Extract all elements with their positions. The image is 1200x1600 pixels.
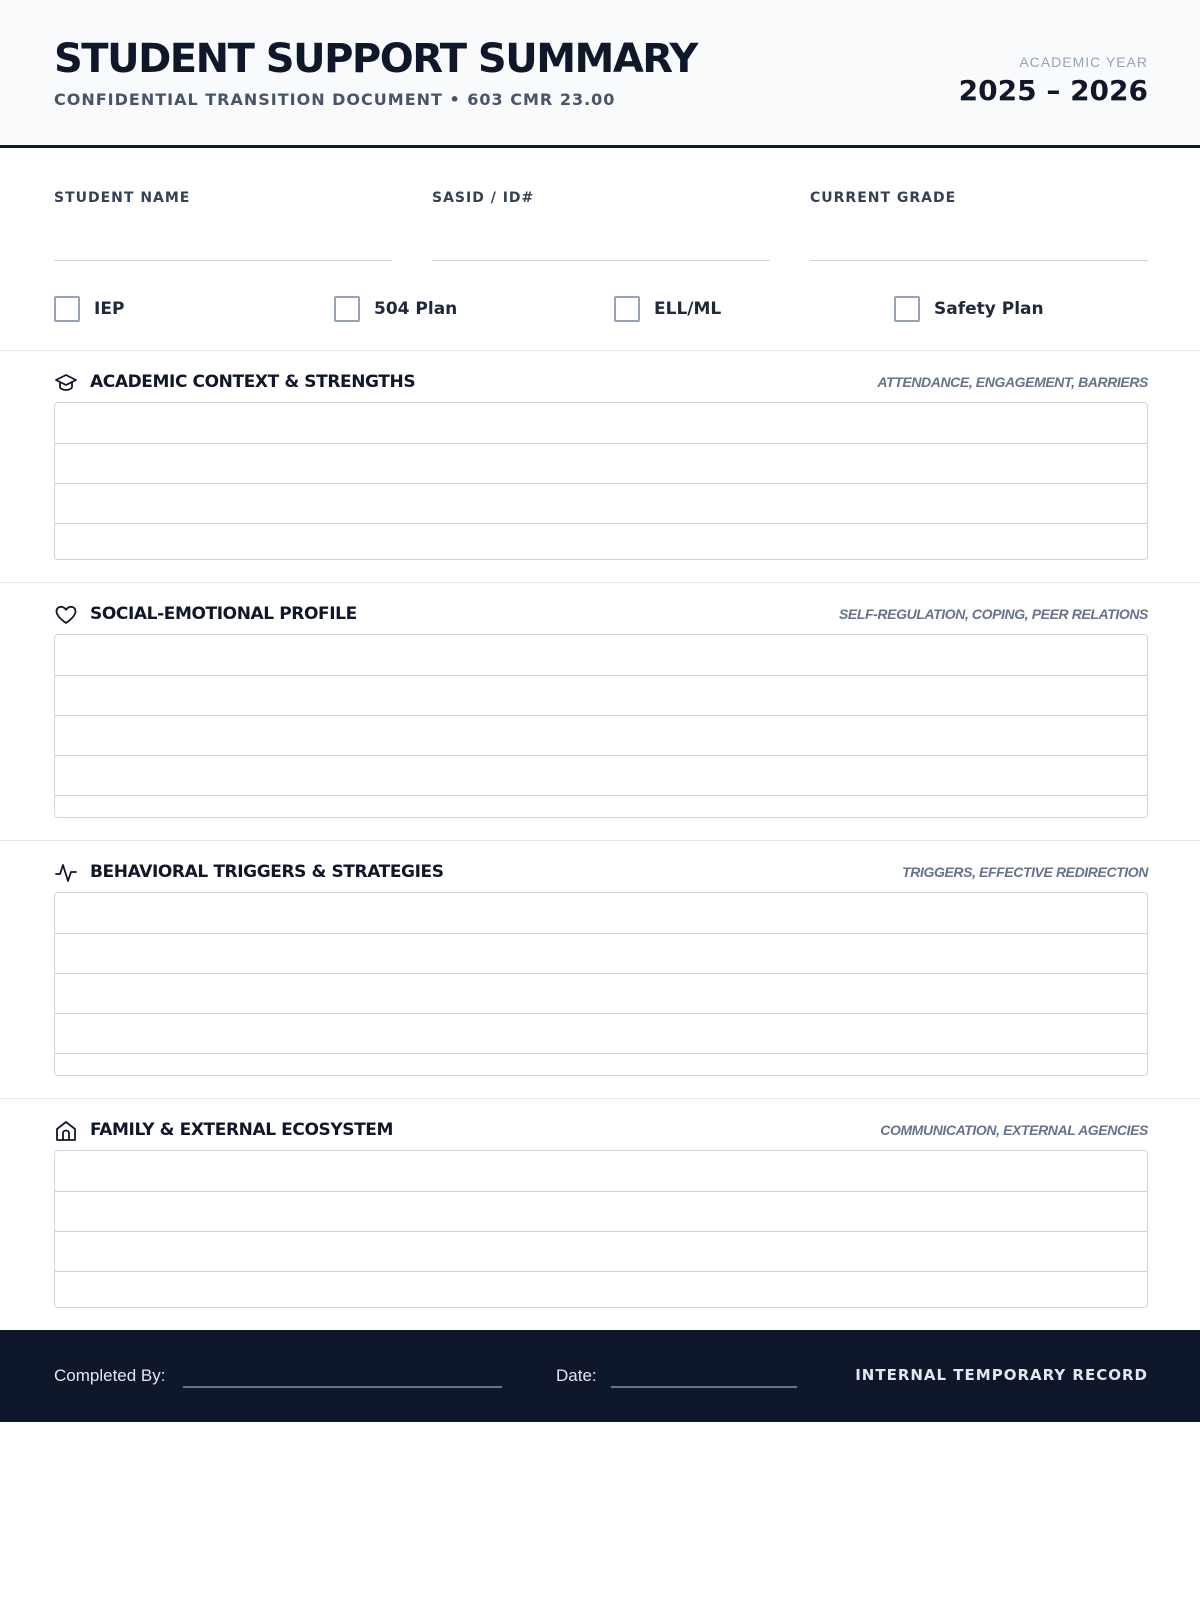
writing-line	[55, 933, 1147, 934]
behavioral-section-header	[54, 860, 1148, 886]
grade-field[interactable]	[810, 190, 1148, 206]
writing-line	[55, 1191, 1147, 1192]
social-section-hint: SELF-REGULATION, COPING, PEER RELATIONS	[838, 606, 1148, 622]
behavioral-section-hint: TRIGGERS, EFFECTIVE REDIRECTION	[902, 864, 1148, 880]
grade-label: CURRENT GRADE	[810, 190, 957, 206]
writing-line	[55, 1053, 1147, 1054]
student-name-label: STUDENT NAME	[54, 190, 191, 206]
iep-checkbox-row[interactable]	[54, 296, 124, 322]
document-header	[0, 0, 1200, 148]
home-icon	[54, 1119, 78, 1143]
social-notes-area[interactable]	[54, 634, 1148, 818]
writing-line	[55, 523, 1147, 524]
writing-line	[55, 1231, 1147, 1232]
iep-label: IEP	[94, 299, 125, 319]
writing-line	[55, 755, 1147, 756]
writing-line	[55, 715, 1147, 716]
activity-icon	[54, 861, 78, 885]
writing-line	[55, 795, 1147, 796]
safety-plan-checkbox[interactable]	[894, 296, 920, 322]
academic-year-label: ACADEMIC YEAR	[1019, 54, 1148, 70]
sasid-field[interactable]	[432, 190, 770, 206]
section-divider	[0, 840, 1200, 841]
section-divider	[0, 350, 1200, 351]
ell-label: ELL/ML	[654, 299, 722, 319]
family-section-title: FAMILY & EXTERNAL ECOSYSTEM	[90, 1120, 394, 1140]
student-name-field[interactable]	[54, 190, 392, 206]
section-divider	[0, 1098, 1200, 1099]
writing-line	[55, 443, 1147, 444]
academic-section-title: ACADEMIC CONTEXT & STRENGTHS	[90, 372, 416, 392]
page-subtitle: CONFIDENTIAL TRANSITION DOCUMENT • 603 CMR 23.00	[54, 90, 616, 109]
page-title: STUDENT SUPPORT SUMMARY	[54, 36, 697, 82]
date-line[interactable]	[611, 1386, 797, 1388]
social-section-title: SOCIAL-EMOTIONAL PROFILE	[90, 604, 357, 624]
plan-504-checkbox-row[interactable]	[334, 296, 457, 322]
academic-notes-area[interactable]	[54, 402, 1148, 560]
writing-line	[55, 1271, 1147, 1272]
writing-line	[55, 973, 1147, 974]
ell-checkbox[interactable]	[614, 296, 640, 322]
writing-line	[55, 1013, 1147, 1014]
safety-plan-label: Safety Plan	[934, 299, 1044, 319]
safety-plan-checkbox-row[interactable]	[894, 296, 1044, 322]
heart-icon	[54, 603, 78, 627]
iep-checkbox[interactable]	[54, 296, 80, 322]
behavioral-notes-area[interactable]	[54, 892, 1148, 1076]
date-label: Date:	[556, 1366, 597, 1385]
academic-section-header	[54, 370, 1148, 396]
plan-504-checkbox[interactable]	[334, 296, 360, 322]
academic-year-value: 2025 – 2026	[958, 74, 1148, 107]
writing-line	[55, 675, 1147, 676]
behavioral-section-title: BEHAVIORAL TRIGGERS & STRATEGIES	[90, 862, 444, 882]
section-divider	[0, 582, 1200, 583]
sasid-input-line[interactable]	[432, 260, 770, 261]
plan-504-label: 504 Plan	[374, 299, 458, 319]
academic-section-hint: ATTENDANCE, ENGAGEMENT, BARRIERS	[877, 374, 1148, 390]
social-section-header	[54, 602, 1148, 628]
writing-line	[55, 483, 1147, 484]
completed-by-label: Completed By:	[54, 1366, 166, 1385]
grade-input-line[interactable]	[810, 260, 1148, 261]
record-type-tag: INTERNAL TEMPORARY RECORD	[855, 1366, 1148, 1384]
sasid-label: SASID / ID#	[432, 190, 535, 206]
graduation-cap-icon	[54, 371, 78, 395]
family-notes-area[interactable]	[54, 1150, 1148, 1308]
family-section-header	[54, 1118, 1148, 1144]
completed-by-signature-line[interactable]	[183, 1386, 502, 1388]
ell-checkbox-row[interactable]	[614, 296, 721, 322]
student-name-input-line[interactable]	[54, 260, 392, 261]
family-section-hint: COMMUNICATION, EXTERNAL AGENCIES	[880, 1122, 1148, 1138]
document-footer	[0, 1330, 1200, 1422]
